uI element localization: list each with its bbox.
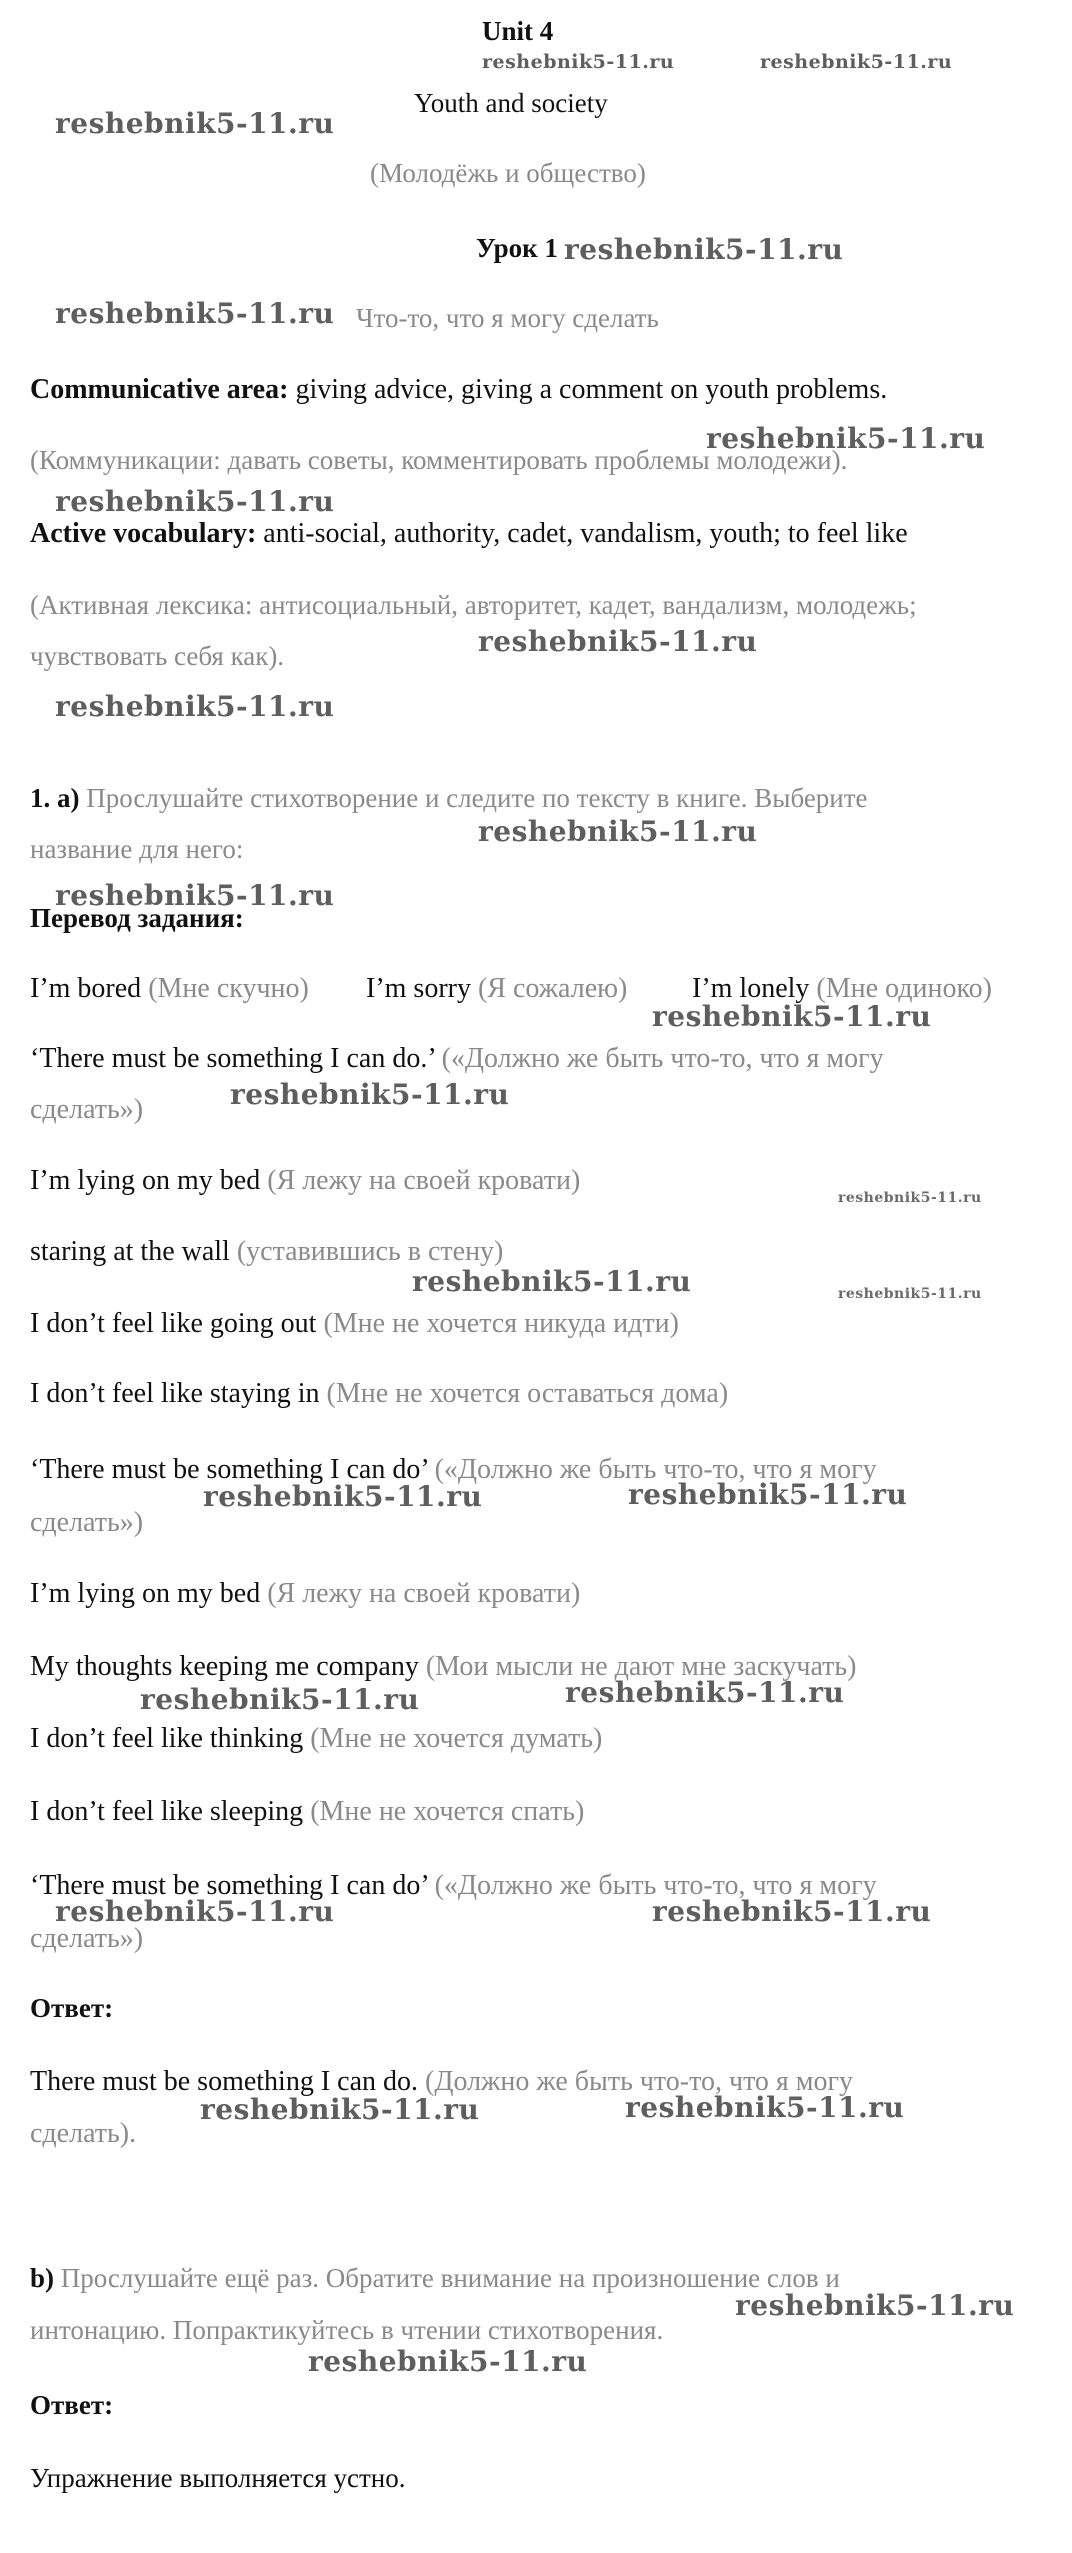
watermark-text: reshebnik5-11.ru xyxy=(706,422,986,455)
communicative-area xyxy=(30,376,887,404)
lesson-number: Урок 1 xyxy=(476,233,558,263)
watermark-text: reshebnik5-11.ru xyxy=(55,107,335,140)
lesson-subtitle: Что-то, что я могу сделать xyxy=(356,303,659,333)
answer-text: Упражнение выполняется устно. xyxy=(30,2463,406,2493)
watermark-text: reshebnik5-11.ru xyxy=(230,1078,510,1111)
translation-label: Перевод задания: xyxy=(30,903,244,933)
poem-line: I’m sorry (Я сожалею) xyxy=(366,973,628,1004)
watermark-text: reshebnik5-11.ru xyxy=(838,1190,982,1206)
watermark-text: reshebnik5-11.ru xyxy=(564,233,844,266)
watermark-text: reshebnik5-11.ru xyxy=(838,1286,982,1302)
watermark-text: reshebnik5-11.ru xyxy=(55,1895,335,1928)
answer-label: Ответ: xyxy=(30,1993,114,2023)
task-text-line2: интонацию. Попрактикуйтесь в чтении стихотворения. xyxy=(30,2315,664,2345)
poem-line: I’m lying on my bed (Я лежу на своей кровати) xyxy=(30,1578,581,1609)
task-number: 1. a) xyxy=(30,783,80,813)
task-1a xyxy=(30,785,868,812)
active-vocabulary xyxy=(30,520,908,548)
poem-line: I’m lonely (Мне одиноко) xyxy=(692,973,992,1004)
communicative-label: Communicative area: xyxy=(30,374,289,405)
watermark-text: reshebnik5-11.ru xyxy=(625,2091,905,2124)
watermark-text: reshebnik5-11.ru xyxy=(735,2289,1015,2322)
answer-label: Ответ: xyxy=(30,2390,114,2420)
watermark-text: reshebnik5-11.ru xyxy=(760,51,953,73)
answer-text-cont: сделать). xyxy=(30,2118,137,2149)
watermark-text: reshebnik5-11.ru xyxy=(628,1478,908,1511)
vocabulary-label: Active vocabulary: xyxy=(30,518,257,549)
poem-line: My thoughts keeping me company (Мои мысли не дают мне заскучать) xyxy=(30,1651,857,1682)
communicative-ru: (Коммуникации: давать советы, комментировать проблемы молодежи). xyxy=(30,445,848,475)
answer-text: There must be something I can do. (Должно же быть что-то, что я могу xyxy=(30,2066,854,2097)
poem-line: I don’t feel like sleeping (Мне не хочется спать) xyxy=(30,1796,585,1827)
watermark-text: reshebnik5-11.ru xyxy=(200,2093,480,2126)
lesson-title-ru: (Молодёжь и общество) xyxy=(370,158,646,188)
watermark-text: reshebnik5-11.ru xyxy=(652,1000,932,1033)
watermark-text: reshebnik5-11.ru xyxy=(55,297,335,330)
task-text-line2: название для него: xyxy=(30,834,244,864)
poem-line-cont: сделать») xyxy=(30,1094,144,1125)
watermark-text: reshebnik5-11.ru xyxy=(55,690,335,723)
watermark-text: reshebnik5-11.ru xyxy=(412,1265,692,1298)
watermark-text: reshebnik5-11.ru xyxy=(55,879,335,912)
poem-line: I’m bored (Мне скучно) xyxy=(30,973,309,1004)
vocabulary-ru-line1: (Активная лексика: антисоциальный, авторитет, кадет, вандализм, молодежь; xyxy=(30,590,917,620)
watermark-text: reshebnik5-11.ru xyxy=(478,625,758,658)
poem-line: I’m lying on my bed (Я лежу на своей кровати) xyxy=(30,1165,581,1196)
watermark-text: reshebnik5-11.ru xyxy=(482,51,675,73)
task-1b xyxy=(30,2265,840,2292)
poem-line: I don’t feel like staying in (Мне не хочется оставаться дома) xyxy=(30,1378,729,1409)
poem-line: I don’t feel like thinking (Мне не хочется думать) xyxy=(30,1723,603,1754)
poem-line-cont: сделать») xyxy=(30,1923,144,1954)
poem-line: ‘There must be something I can do.’ («Должно же быть что-то, что я могу xyxy=(30,1043,884,1074)
task-number: b) xyxy=(30,2263,55,2293)
task-text: Прослушайте ещё раз. Обратите внимание на произношение слов и xyxy=(54,2263,840,2293)
vocabulary-text: anti-social, authority, cadet, vandalism, youth; to feel like xyxy=(256,518,908,549)
poem-line: ‘There must be something I can do’ («Должно же быть что-то, что я могу xyxy=(30,1870,877,1901)
poem-line-cont: сделать») xyxy=(30,1507,144,1538)
poem-line: I don’t feel like going out (Мне не хочется никуда идти) xyxy=(30,1308,679,1339)
watermark-text: reshebnik5-11.ru xyxy=(652,1895,932,1928)
lesson-title-en: Youth and society xyxy=(414,88,608,118)
poem-line: ‘There must be something I can do’ («Должно же быть что-то, что я могу xyxy=(30,1454,877,1485)
watermark-text: reshebnik5-11.ru xyxy=(140,1683,420,1716)
communicative-text: giving advice, giving a comment on youth problems. xyxy=(288,374,888,405)
vocabulary-ru-line2: чувствовать себя как). xyxy=(30,641,285,671)
watermark-text: reshebnik5-11.ru xyxy=(565,1676,845,1709)
task-text: Прослушайте стихотворение и следите по тексту в книге. Выберите xyxy=(79,783,868,813)
watermark-text: reshebnik5-11.ru xyxy=(55,485,335,518)
poem-line: staring at the wall (уставившись в стену) xyxy=(30,1236,504,1267)
watermark-text: reshebnik5-11.ru xyxy=(203,1480,483,1513)
watermark-text: reshebnik5-11.ru xyxy=(478,815,758,848)
unit-title: Unit 4 xyxy=(482,16,554,46)
watermark-text: reshebnik5-11.ru xyxy=(308,2345,588,2378)
